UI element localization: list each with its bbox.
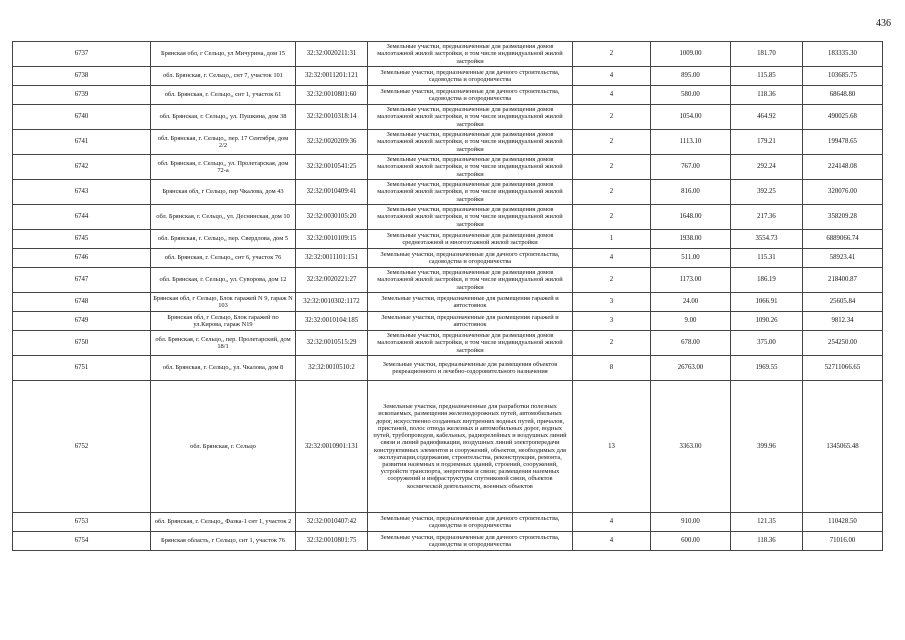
land-purpose-cell: Земельные участки, предназначенные для размещения домов среднеэтажной и многоэтажной жилой застройки xyxy=(368,230,573,249)
group-number-cell: 8 xyxy=(573,356,651,381)
land-purpose-cell: Земельные участки, предназначенные для дачного строительства, садоводства и огородничества xyxy=(368,249,573,268)
address-cell: Брянская обл, г Сельцо, ул Мичурина, дом 15 xyxy=(151,42,296,67)
table-row xyxy=(13,155,883,180)
area-cell: 767.00 xyxy=(651,155,731,180)
land-purpose-cell: Земельные участки, предназначенные для размещения домов малоэтажной жилой застройки, в том числе индивидуальной жилой застройки xyxy=(368,155,573,180)
cadastral-value-cell: 110428.50 xyxy=(803,513,883,532)
cadastral-value-cell: 52711066.65 xyxy=(803,356,883,381)
cadastral-value-cell: 1345065.48 xyxy=(803,381,883,513)
land-purpose-cell: Земельные участки, предназначенные для размещения гаражей и автостоянок xyxy=(368,293,573,312)
cadastral-number-cell: 32:32:0030105:20 xyxy=(296,205,368,230)
area-cell: 1173.00 xyxy=(651,268,731,293)
land-purpose-cell: Земельные участки, предназначенные для размещения домов малоэтажной жилой застройки, в том числе индивидуальной жилой застройки xyxy=(368,268,573,293)
unit-value-cell: 179.21 xyxy=(731,130,803,155)
group-number-cell: 4 xyxy=(573,249,651,268)
row-number-cell: 6740 xyxy=(13,105,151,130)
group-number-cell: 13 xyxy=(573,381,651,513)
group-number-cell: 4 xyxy=(573,86,651,105)
table-row xyxy=(13,513,883,532)
row-number-cell: 6742 xyxy=(13,155,151,180)
cadastral-number-cell: 32:32:0010318:14 xyxy=(296,105,368,130)
cadastral-value-cell: 199478.65 xyxy=(803,130,883,155)
table-row xyxy=(13,268,883,293)
land-purpose-cell: Земельные участки, предназначенные для размещения домов малоэтажной жилой застройки, в том числе индивидуальной жилой застройки xyxy=(368,42,573,67)
cadastral-value-cell: 71016.00 xyxy=(803,532,883,551)
area-cell: 3363.00 xyxy=(651,381,731,513)
group-number-cell: 4 xyxy=(573,513,651,532)
table-row xyxy=(13,249,883,268)
row-number-cell: 6747 xyxy=(13,268,151,293)
address-cell: обл. Брянская, г. Сельцо,, ул. Пушкина, дом 38 xyxy=(151,105,296,130)
table-row xyxy=(13,86,883,105)
group-number-cell: 2 xyxy=(573,105,651,130)
cadastral-number-cell: 32:32:0010801:75 xyxy=(296,532,368,551)
cadastral-value-cell: 254250.00 xyxy=(803,331,883,356)
group-number-cell: 3 xyxy=(573,312,651,331)
group-number-cell: 2 xyxy=(573,268,651,293)
unit-value-cell: 1969.55 xyxy=(731,356,803,381)
area-cell: 895.00 xyxy=(651,67,731,86)
group-number-cell: 4 xyxy=(573,532,651,551)
land-purpose-cell: Земельные участки, предназначенные для размещения домов малоэтажной жилой застройки, в том числе индивидуальной жилой застройки xyxy=(368,205,573,230)
table-row xyxy=(13,105,883,130)
row-number-cell: 6753 xyxy=(13,513,151,532)
unit-value-cell: 186.19 xyxy=(731,268,803,293)
row-number-cell: 6754 xyxy=(13,532,151,551)
row-number-cell: 6741 xyxy=(13,130,151,155)
cadastral-value-cell: 218400.87 xyxy=(803,268,883,293)
row-number-cell: 6745 xyxy=(13,230,151,249)
table-row xyxy=(13,293,883,312)
group-number-cell: 2 xyxy=(573,130,651,155)
unit-value-cell: 399.96 xyxy=(731,381,803,513)
cadastral-value-cell: 183335.30 xyxy=(803,42,883,67)
area-cell: 678.00 xyxy=(651,331,731,356)
cadastral-number-cell: 32:32:0010407:42 xyxy=(296,513,368,532)
row-number-cell: 6749 xyxy=(13,312,151,331)
table-row xyxy=(13,180,883,205)
cadastral-number-cell: 32:32:0010901:131 xyxy=(296,381,368,513)
area-cell: 580.00 xyxy=(651,86,731,105)
cadastral-number-cell: 32:32:0010515:29 xyxy=(296,331,368,356)
land-purpose-cell: Земельные участки, предназначенные для размещения домов малоэтажной жилой застройки, в том числе индивидуальной жилой застройки xyxy=(368,130,573,155)
address-cell: обл. Брянская, г. Сельцо,, Фазка-1 снт 1, участок 2 xyxy=(151,513,296,532)
group-number-cell: 2 xyxy=(573,42,651,67)
area-cell: 1938.00 xyxy=(651,230,731,249)
cadastral-value-cell: 9812.34 xyxy=(803,312,883,331)
cadastral-value-cell: 6889066.74 xyxy=(803,230,883,249)
address-cell: Брянская обл, г Сельцо, Блок гаражей N 9, гараж N 103 xyxy=(151,293,296,312)
group-number-cell: 2 xyxy=(573,331,651,356)
unit-value-cell: 115.31 xyxy=(731,249,803,268)
area-cell: 816.00 xyxy=(651,180,731,205)
address-cell: обл. Брянская, г. Сельцо,, пер. Свердлова, дом 5 xyxy=(151,230,296,249)
row-number-cell: 6737 xyxy=(13,42,151,67)
unit-value-cell: 118.36 xyxy=(731,86,803,105)
area-cell: 9.00 xyxy=(651,312,731,331)
land-purpose-cell: Земельные участки, предназначенные для разработки полезных ископаемых, размещения железнодорожных путей, автомобильных дорог, искусственно созданных внутренних водных путей, причалов, пристаней, полос отвода железных и автомобильных дорог, водных путей, трубопроводов, кабельных, радиорелейных и воздушных линий связи и линий радиофикации, воздушных линий электропередачи конструктивных элементов и сооружений, объектов, необходимых для эксплуатации,содержания, строительства, реконструкции, ремонта, развития наземных и подземных зданий, строений, сооружений, устройств транспорта, энергетики и связи; размещения наземных сооружений и инфраструктуры спутниковой связи, объектов космической деятельности, военных объектов xyxy=(368,381,573,513)
area-cell: 511.00 xyxy=(651,249,731,268)
unit-value-cell: 292.24 xyxy=(731,155,803,180)
land-purpose-cell: Земельные участки, предназначенные для размещения домов малоэтажной жилой застройки, в том числе индивидуальной жилой застройки xyxy=(368,105,573,130)
address-cell: обл. Брянская, г. Сельцо,, ул. Деснинская, дом 10 xyxy=(151,205,296,230)
table-row xyxy=(13,312,883,331)
row-number-cell: 6744 xyxy=(13,205,151,230)
area-cell: 24.00 xyxy=(651,293,731,312)
unit-value-cell: 1090.26 xyxy=(731,312,803,331)
cadastral-value-cell: 224148.08 xyxy=(803,155,883,180)
cadastral-number-cell: 32:32:0010302:1172 xyxy=(296,293,368,312)
cadastral-number-cell: 32:32:0010510:2 xyxy=(296,356,368,381)
cadastral-number-cell: 32:32:0010104:185 xyxy=(296,312,368,331)
row-number-cell: 6739 xyxy=(13,86,151,105)
unit-value-cell: 121.35 xyxy=(731,513,803,532)
address-cell: обл. Брянская, г. Сельцо,, ул. Суворова, дом 12 xyxy=(151,268,296,293)
land-purpose-cell: Земельные участки, предназначенные для размещения гаражей и автостоянок xyxy=(368,312,573,331)
unit-value-cell: 181.70 xyxy=(731,42,803,67)
address-cell: обл. Брянская, г. Сельцо,, пер. Пролетарский, дом 18/1 xyxy=(151,331,296,356)
cadastral-number-cell: 32:32:0020209:36 xyxy=(296,130,368,155)
address-cell: обл. Брянская, г. Сельцо,, ул. Пролетарская, дом 72-а xyxy=(151,155,296,180)
area-cell: 600.00 xyxy=(651,532,731,551)
cadastral-number-cell: 32:32:0011201:121 xyxy=(296,67,368,86)
cadastral-value-cell: 490025.68 xyxy=(803,105,883,130)
address-cell: обл. Брянская, г. Сельцо,, снт 1, участок 61 xyxy=(151,86,296,105)
address-cell: Брянская обл, г Сельцо, пер Чкалова, дом 43 xyxy=(151,180,296,205)
unit-value-cell: 118.36 xyxy=(731,532,803,551)
land-purpose-cell: Земельные участки, предназначенные для дачного строительства, садоводства и огородничества xyxy=(368,532,573,551)
cadastral-number-cell: 32:32:0010541:25 xyxy=(296,155,368,180)
group-number-cell: 2 xyxy=(573,180,651,205)
unit-value-cell: 217.36 xyxy=(731,205,803,230)
land-purpose-cell: Земельные участки, предназначенные для размещения объектов рекреационного и лечебно-оздоровительного назначения xyxy=(368,356,573,381)
row-number-cell: 6751 xyxy=(13,356,151,381)
cadastral-number-cell: 32:32:0010409:41 xyxy=(296,180,368,205)
address-cell: обл. Брянская, г. Сельцо,, снт 7, участок 101 xyxy=(151,67,296,86)
group-number-cell: 2 xyxy=(573,205,651,230)
area-cell: 910.00 xyxy=(651,513,731,532)
unit-value-cell: 392.25 xyxy=(731,180,803,205)
address-cell: Брянская обл, г Сельцо, Блок гаражей по ул.Кирова, гараж N19 xyxy=(151,312,296,331)
cadastral-value-cell: 25605.84 xyxy=(803,293,883,312)
row-number-cell: 6752 xyxy=(13,381,151,513)
land-purpose-cell: Земельные участки, предназначенные для дачного строительства, садоводства и огородничества xyxy=(368,67,573,86)
cadastral-value-cell: 68648.80 xyxy=(803,86,883,105)
address-cell: обл. Брянская, г. Сельцо,, снт 6, участок 76 xyxy=(151,249,296,268)
table-row xyxy=(13,356,883,381)
cadastral-number-cell: 32:32:0010801:60 xyxy=(296,86,368,105)
unit-value-cell: 464.92 xyxy=(731,105,803,130)
table-row xyxy=(13,532,883,551)
group-number-cell: 3 xyxy=(573,293,651,312)
cadastral-number-cell: 32:32:0020221:27 xyxy=(296,268,368,293)
table-row xyxy=(13,130,883,155)
cadastral-value-table xyxy=(12,41,883,551)
table-row xyxy=(13,381,883,513)
area-cell: 1009.00 xyxy=(651,42,731,67)
unit-value-cell: 115.85 xyxy=(731,67,803,86)
page-number: 436 xyxy=(876,18,891,29)
group-number-cell: 2 xyxy=(573,155,651,180)
cadastral-value-cell: 358209.28 xyxy=(803,205,883,230)
row-number-cell: 6738 xyxy=(13,67,151,86)
row-number-cell: 6750 xyxy=(13,331,151,356)
area-cell: 1648.00 xyxy=(651,205,731,230)
table-row xyxy=(13,230,883,249)
row-number-cell: 6743 xyxy=(13,180,151,205)
cadastral-number-cell: 32:32:0020211:31 xyxy=(296,42,368,67)
cadastral-number-cell: 32:32:0010109:15 xyxy=(296,230,368,249)
row-number-cell: 6748 xyxy=(13,293,151,312)
group-number-cell: 4 xyxy=(573,67,651,86)
table-row xyxy=(13,42,883,67)
address-cell: Брянская область, г Сельцо, снт 1, участок 76 xyxy=(151,532,296,551)
area-cell: 1113.10 xyxy=(651,130,731,155)
cadastral-value-cell: 320076.00 xyxy=(803,180,883,205)
land-purpose-cell: Земельные участки, предназначенные для размещения домов малоэтажной жилой застройки, в том числе индивидуальной жилой застройки xyxy=(368,180,573,205)
unit-value-cell: 3554.73 xyxy=(731,230,803,249)
address-cell: обл. Брянская, г. Сельцо,, ул. Чкалова, дом 8 xyxy=(151,356,296,381)
cadastral-value-cell: 103685.75 xyxy=(803,67,883,86)
address-cell: обл. Брянская, г. Сельцо xyxy=(151,381,296,513)
table-row xyxy=(13,331,883,356)
group-number-cell: 1 xyxy=(573,230,651,249)
table-row xyxy=(13,67,883,86)
address-cell: обл. Брянская, г. Сельцо,, пер. 17 Сентября, дом 2/2 xyxy=(151,130,296,155)
cadastral-number-cell: 32:32:0011101:151 xyxy=(296,249,368,268)
cadastral-value-cell: 58923.41 xyxy=(803,249,883,268)
row-number-cell: 6746 xyxy=(13,249,151,268)
land-purpose-cell: Земельные участки, предназначенные для дачного строительства, садоводства и огородничества xyxy=(368,513,573,532)
unit-value-cell: 375.00 xyxy=(731,331,803,356)
table-row xyxy=(13,205,883,230)
unit-value-cell: 1066.91 xyxy=(731,293,803,312)
area-cell: 1054.00 xyxy=(651,105,731,130)
land-purpose-cell: Земельные участки, предназначенные для размещения домов малоэтажной жилой застройки, в том числе индивидуальной жилой застройки xyxy=(368,331,573,356)
area-cell: 26763.00 xyxy=(651,356,731,381)
land-purpose-cell: Земельные участки, предназначенные для дачного строительства, садоводства и огородничества xyxy=(368,86,573,105)
